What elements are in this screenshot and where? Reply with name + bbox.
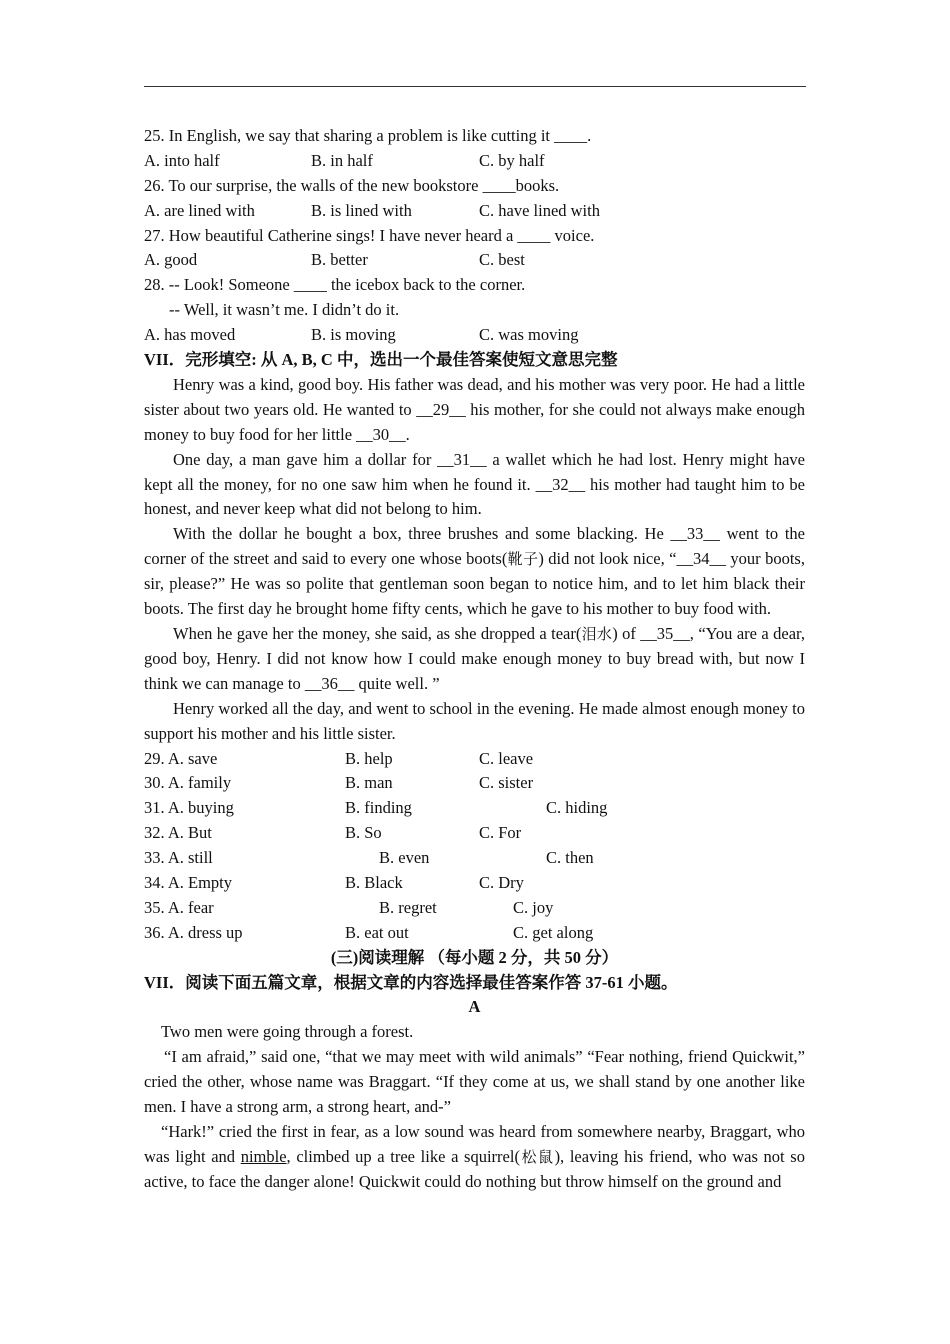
passage-label-text: A: [468, 997, 481, 1017]
text-run: ), leaving his friend, who was not so active, to face the danger alone! Quickwit could do nothing but throw himself on the ground and: [144, 1146, 805, 1191]
option-c: C. sister: [479, 773, 534, 793]
text-run: With the dollar he bought a box, three brushes and some blacking. He __33__ went to the corner of the street and said to every one whose boots(: [144, 524, 805, 569]
option-a: 34. A. Empty: [144, 872, 233, 892]
options-26: [144, 199, 805, 224]
option-c: C. have lined with: [479, 200, 600, 220]
question-28-reply: [144, 298, 805, 323]
cloze-options-32: [144, 821, 805, 846]
option-c: C. by half: [479, 150, 545, 170]
page-content: [144, 124, 805, 1195]
header-rule: [144, 86, 806, 87]
option-b: B. better: [311, 250, 368, 270]
cloze-options-30: [144, 771, 805, 796]
question-26: [144, 174, 805, 199]
cloze-paragraph-3: [144, 522, 805, 622]
cloze-options-34: [144, 871, 805, 896]
text-run: ) of __35__, “You are a dear, good boy, Henry. I did not know how I could make enough money to buy bread with, but now I think we can manage to __36__ quite well. ”: [144, 623, 805, 693]
option-b: B. is moving: [311, 325, 396, 345]
option-a: 29. A. save: [144, 748, 218, 768]
option-b: B. eat out: [345, 922, 409, 942]
option-c: C. For: [479, 823, 522, 843]
option-c: C. best: [479, 250, 525, 270]
question-28: [144, 273, 805, 298]
cloze-options-29: [144, 747, 805, 772]
cloze-options-36: [144, 921, 805, 946]
cloze-paragraph-1: Henry was a kind, good boy. His father was dead, and his mother was very poor. He had a little sister about two years old. He wanted to __29__ his mother, for she could not always make enough money to buy food for her little __30__.: [144, 374, 805, 444]
option-b: B. even: [379, 848, 430, 868]
cloze-paragraph-2: One day, a man gave him a dollar for __31__ a wallet which he had lost. Henry might have kept all the money, for no one saw him when he found it. __32__ his mother had taught him to be honest, and never keep what did not belong to him.: [144, 449, 805, 519]
option-b: B. So: [345, 823, 382, 843]
chinese-gloss: 松鼠: [519, 1147, 555, 1166]
option-c: C. Dry: [479, 872, 524, 892]
text-run: “Hark!” cried the first in fear, as a low sound was heard from somewhere nearby, Braggart, who was light and: [144, 1121, 805, 1166]
option-a: A. has moved: [144, 325, 236, 345]
reading-section-title-text: (三)阅读理解 （每小题 2 分，共 50 分）: [330, 947, 619, 967]
option-c: C. was moving: [479, 325, 579, 345]
option-a: 33. A. still: [144, 848, 213, 868]
option-a: 36. A. dress up: [144, 922, 243, 942]
option-c: C. leave: [479, 748, 534, 768]
option-b: B. in half: [311, 150, 373, 170]
option-a: 31. A. buying: [144, 798, 234, 818]
reading-paragraph-1: Two men were going through a forest.: [161, 1022, 414, 1042]
question-27: [144, 224, 805, 249]
options-28: [144, 323, 805, 348]
question-25: [144, 124, 805, 149]
option-c: C. get along: [513, 922, 594, 942]
chinese-gloss: 靴子: [507, 550, 539, 569]
chinese-gloss: 泪水: [581, 624, 613, 643]
underlined-word: nimble: [240, 1146, 287, 1166]
option-b: B. is lined with: [311, 200, 412, 220]
text-run: ) did not look nice, “__34__ your boots, sir, please?” He was so polite that gentleman soon began to notice him, and to let him black their boots. The first day he brought home fifty cents, which he gave to his mother to buy food with.: [144, 549, 805, 619]
cloze-heading: [144, 348, 805, 373]
passage-label: [144, 995, 805, 1020]
options-25: [144, 149, 805, 174]
text-run: When he gave her the money, she said, as she dropped a tear(: [173, 623, 582, 643]
cloze-options-31: [144, 796, 805, 821]
text-run: , climbed up a tree like a squirrel(: [286, 1146, 520, 1166]
question-stem: 27. How beautiful Catherine sings! I have never heard a ____ voice.: [144, 225, 595, 245]
option-a: 30. A. family: [144, 773, 232, 793]
question-stem-reply: -- Well, it wasn’t me. I didn’t do it.: [169, 300, 400, 320]
option-b: B. regret: [379, 897, 437, 917]
option-b: B. help: [345, 748, 393, 768]
cloze-paragraph-4: [144, 622, 805, 697]
option-b: B. man: [345, 773, 393, 793]
reading-paragraph-3: [144, 1120, 805, 1195]
option-a: 32. A. But: [144, 823, 212, 843]
question-stem: 25. In English, we say that sharing a problem is like cutting it ____.: [144, 126, 592, 145]
option-a: A. are lined with: [144, 200, 255, 220]
question-stem: 28. -- Look! Someone ____ the icebox back to the corner.: [144, 275, 526, 295]
option-a: A. good: [144, 250, 198, 270]
option-a: 35. A. fear: [144, 897, 214, 917]
question-stem: 26. To our surprise, the walls of the new bookstore ____books.: [144, 175, 560, 195]
reading-heading-text: VII．阅读下面五篇文章，根据文章的内容选择最佳答案作答 37-61 小题。: [144, 972, 678, 992]
option-a: A. into half: [144, 150, 220, 170]
reading-paragraph-2: “I am afraid,” said one, “that we may meet with wild animals” “Fear nothing, friend Quickwit,” cried the other, whose name was Braggart. “If they come at us, we shall stand by one another like men. I have a strong arm, a strong heart, and-”: [144, 1047, 805, 1117]
option-c: C. then: [546, 848, 594, 868]
cloze-options-35: [144, 896, 805, 921]
options-27: [144, 248, 805, 273]
reading-heading: [144, 971, 805, 996]
reading-section-title: [144, 946, 805, 971]
cloze-heading-text: VII．完形填空: 从 A, B, C 中，选出一个最佳答案使短文意思完整: [144, 350, 618, 370]
cloze-options-33: [144, 846, 805, 871]
option-c: C. joy: [513, 897, 554, 917]
option-c: C. hiding: [546, 798, 608, 818]
option-b: B. finding: [345, 798, 412, 818]
cloze-paragraph-5: Henry worked all the day, and went to school in the evening. He made almost enough money to support his mother and his little sister.: [144, 698, 805, 743]
option-b: B. Black: [345, 872, 403, 892]
